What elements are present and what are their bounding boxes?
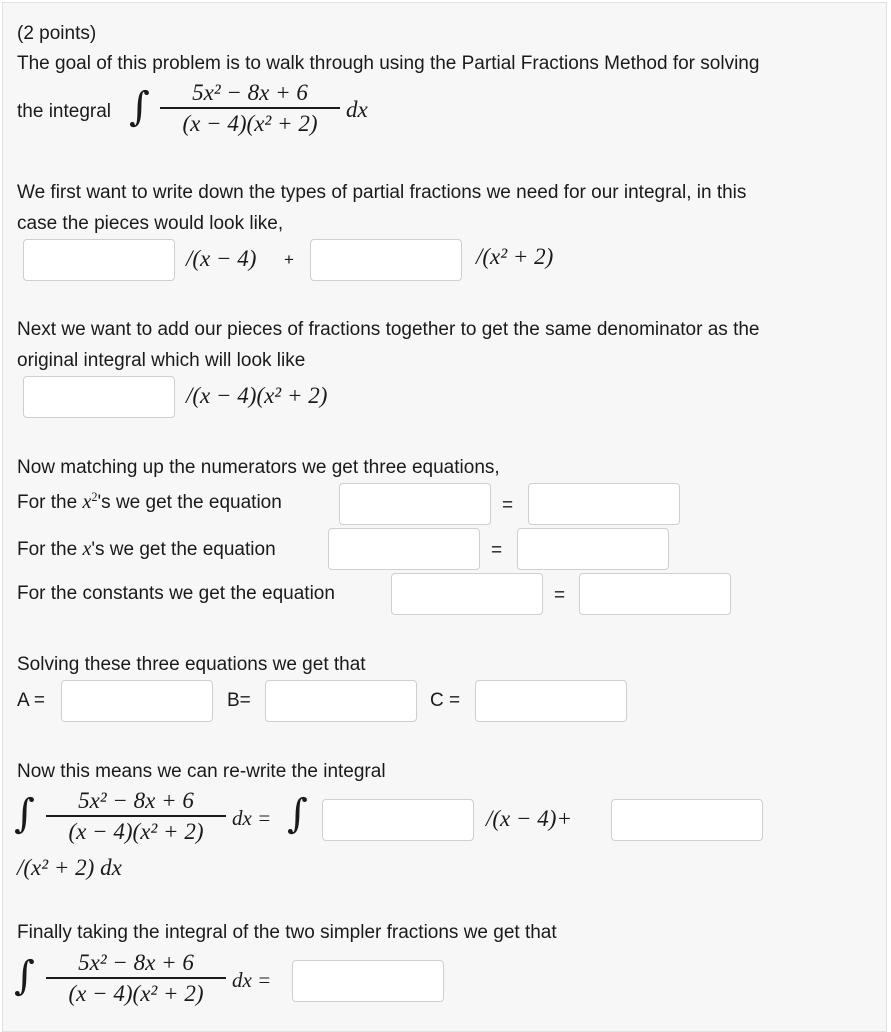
constants-equation-left-input[interactable] bbox=[391, 573, 543, 615]
step4-intro: Solving these three equations we get that bbox=[17, 654, 366, 675]
step1-denom-b: /(x² + 2) bbox=[476, 244, 554, 269]
x2-equation-right-input[interactable] bbox=[528, 483, 680, 525]
x-equals: = bbox=[491, 540, 503, 561]
constants-equation-label: For the constants we get the equation bbox=[17, 583, 335, 604]
step1-denom-a: /(x − 4) bbox=[186, 246, 257, 271]
c-label: C = bbox=[430, 690, 461, 711]
integral-sign-icon: ∫ bbox=[14, 791, 35, 837]
a-label: A = bbox=[17, 690, 45, 711]
step5-integrand-fraction: 5x² − 8x + 6 (x − 4)(x² + 2) bbox=[46, 787, 226, 847]
points-label: (2 points) bbox=[17, 23, 97, 44]
step5-intro: Now this means we can re-write the integral bbox=[17, 761, 386, 782]
intro-line-2: the integral bbox=[17, 101, 112, 122]
b-label: B= bbox=[227, 690, 251, 711]
x2-equation-left-input[interactable] bbox=[339, 483, 491, 525]
step5-denom-a: /(x − 4)+ bbox=[486, 806, 572, 831]
integral-sign-icon: ∫ bbox=[14, 953, 35, 999]
x-equation-left-input[interactable] bbox=[328, 528, 480, 570]
step6-dx-equals: dx = bbox=[232, 968, 272, 992]
combined-numerator-input[interactable] bbox=[23, 376, 175, 418]
integrand-denominator: (x − 4)(x² + 2) bbox=[182, 110, 318, 136]
c-value-input[interactable] bbox=[475, 680, 627, 722]
b-value-input[interactable] bbox=[265, 680, 417, 722]
integrand-dx: dx bbox=[346, 97, 368, 122]
x-equation-label: For the x's we get the equation bbox=[17, 538, 276, 560]
constants-equation-right-input[interactable] bbox=[579, 573, 731, 615]
step1-plus: + bbox=[284, 250, 294, 269]
integrand-fraction bbox=[160, 79, 340, 139]
step2-denom: /(x − 4)(x² + 2) bbox=[186, 383, 328, 408]
integral-sign-icon: ∫ bbox=[129, 84, 150, 130]
step3-intro: Now matching up the numerators we get three equations, bbox=[17, 457, 500, 478]
step2-line-1: Next we want to add our pieces of fractions together to get the same denominator as the bbox=[17, 319, 760, 340]
step1-line-2: case the pieces would look like, bbox=[17, 213, 284, 234]
a-value-input[interactable] bbox=[61, 680, 213, 722]
intro-line-1: The goal of this problem is to walk through using the Partial Fractions Method for solving bbox=[17, 53, 760, 74]
x2-equation-label: For the $x^2's$ we get the equation bbox=[17, 490, 282, 513]
partial-numerator-a-input[interactable] bbox=[23, 239, 175, 281]
partial-numerator-b-input[interactable] bbox=[310, 239, 462, 281]
constants-equals: = bbox=[554, 585, 566, 606]
step5-tail: /(x² + 2) dx bbox=[17, 855, 122, 880]
step1-line-1: We first want to write down the types of partial fractions we need for our integral, in this bbox=[17, 182, 747, 203]
rewrite-numerator-a-input[interactable] bbox=[322, 799, 474, 841]
x2-equals: = bbox=[502, 495, 514, 516]
x-equation-right-input[interactable] bbox=[517, 528, 669, 570]
step2-line-2: original integral which will look like bbox=[17, 350, 306, 371]
rewrite-numerator-b-input[interactable] bbox=[611, 799, 763, 841]
step6-integrand-fraction: 5x² − 8x + 6 (x − 4)(x² + 2) bbox=[46, 949, 226, 1009]
integrand-numerator: 5x² − 8x + 6 bbox=[192, 80, 308, 105]
final-answer-input[interactable] bbox=[292, 960, 444, 1002]
step6-intro: Finally taking the integral of the two simpler fractions we get that bbox=[17, 922, 557, 943]
step5-dx-equals: dx = bbox=[232, 806, 272, 830]
integral-sign-icon: ∫ bbox=[287, 791, 308, 837]
